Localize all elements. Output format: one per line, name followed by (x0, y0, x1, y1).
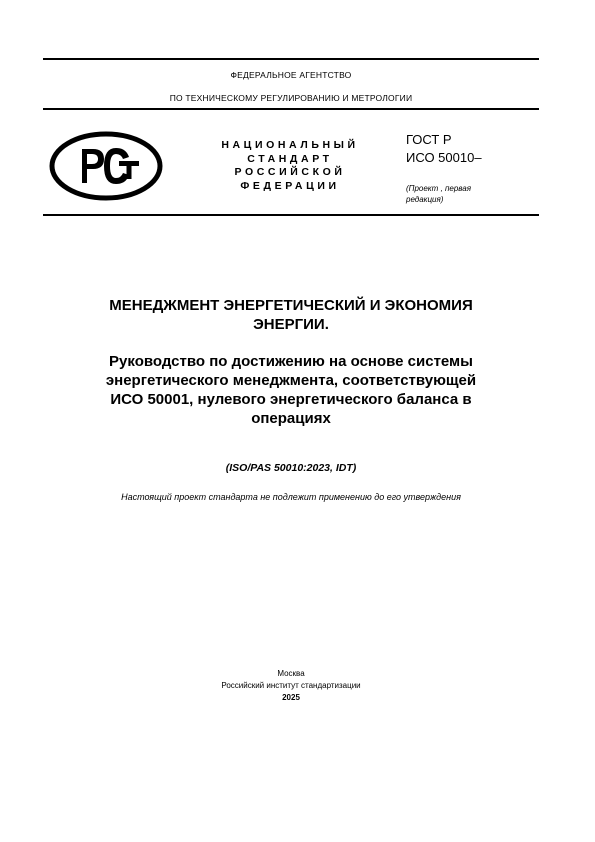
standard-designation (406, 131, 482, 167)
draft-notice: Настоящий проект стандарта не подлежит применению до его утверждения (121, 492, 461, 502)
main-title (43, 296, 539, 334)
national-standard-label (205, 139, 375, 193)
designation-line-1: ГОСТ Р (406, 132, 452, 147)
rst-logo (49, 131, 163, 201)
subtitle-line-4: операциях (251, 410, 331, 427)
subtitle-line-2: энергетического менеджмента, соответствующей (105, 372, 477, 389)
draft-note-line-2: редакция) (406, 195, 444, 204)
designation-line-2: ИСО 50010– (406, 150, 482, 165)
publication-institute: Российский институт стандартизации (221, 681, 361, 690)
national-standard-line-1: НАЦИОНАЛЬНЫЙ (221, 139, 359, 151)
national-standard-line-2: СТАНДАРТ (247, 152, 333, 165)
main-title-line-1: МЕНЕДЖМЕНТ ЭНЕРГЕТИЧЕСКИЙ И ЭКОНОМИЯ (109, 297, 473, 314)
agency-line-2: ПО ТЕХНИЧЕСКОМУ РЕГУЛИРОВАНИЮ И МЕТРОЛОГИИ (169, 93, 413, 103)
agency-line-1: ФЕДЕРАЛЬНОЕ АГЕНТСТВО (230, 70, 352, 80)
subtitle-line-1: Руководство по достижению на основе системы (109, 353, 473, 370)
publication-year: 2025 (282, 693, 300, 702)
national-standard-line-4: ФЕДЕРАЦИИ (240, 179, 340, 192)
top-rule (43, 58, 539, 60)
identity-note: (ISO/PAS 50010:2023, IDT) (225, 462, 357, 474)
national-standard-line-3: РОССИЙСКОЙ (234, 166, 346, 178)
draft-note (406, 183, 516, 205)
main-title-line-2: ЭНЕРГИИ. (253, 316, 329, 333)
block-rule (43, 214, 539, 216)
subtitle (43, 352, 539, 428)
draft-note-line-1: (Проект , первая (406, 184, 472, 193)
subtitle-line-3: ИСО 50001, нулевого энергетического баланса в (110, 391, 472, 408)
publication-city: Москва (277, 669, 305, 678)
header-rule (43, 108, 539, 110)
